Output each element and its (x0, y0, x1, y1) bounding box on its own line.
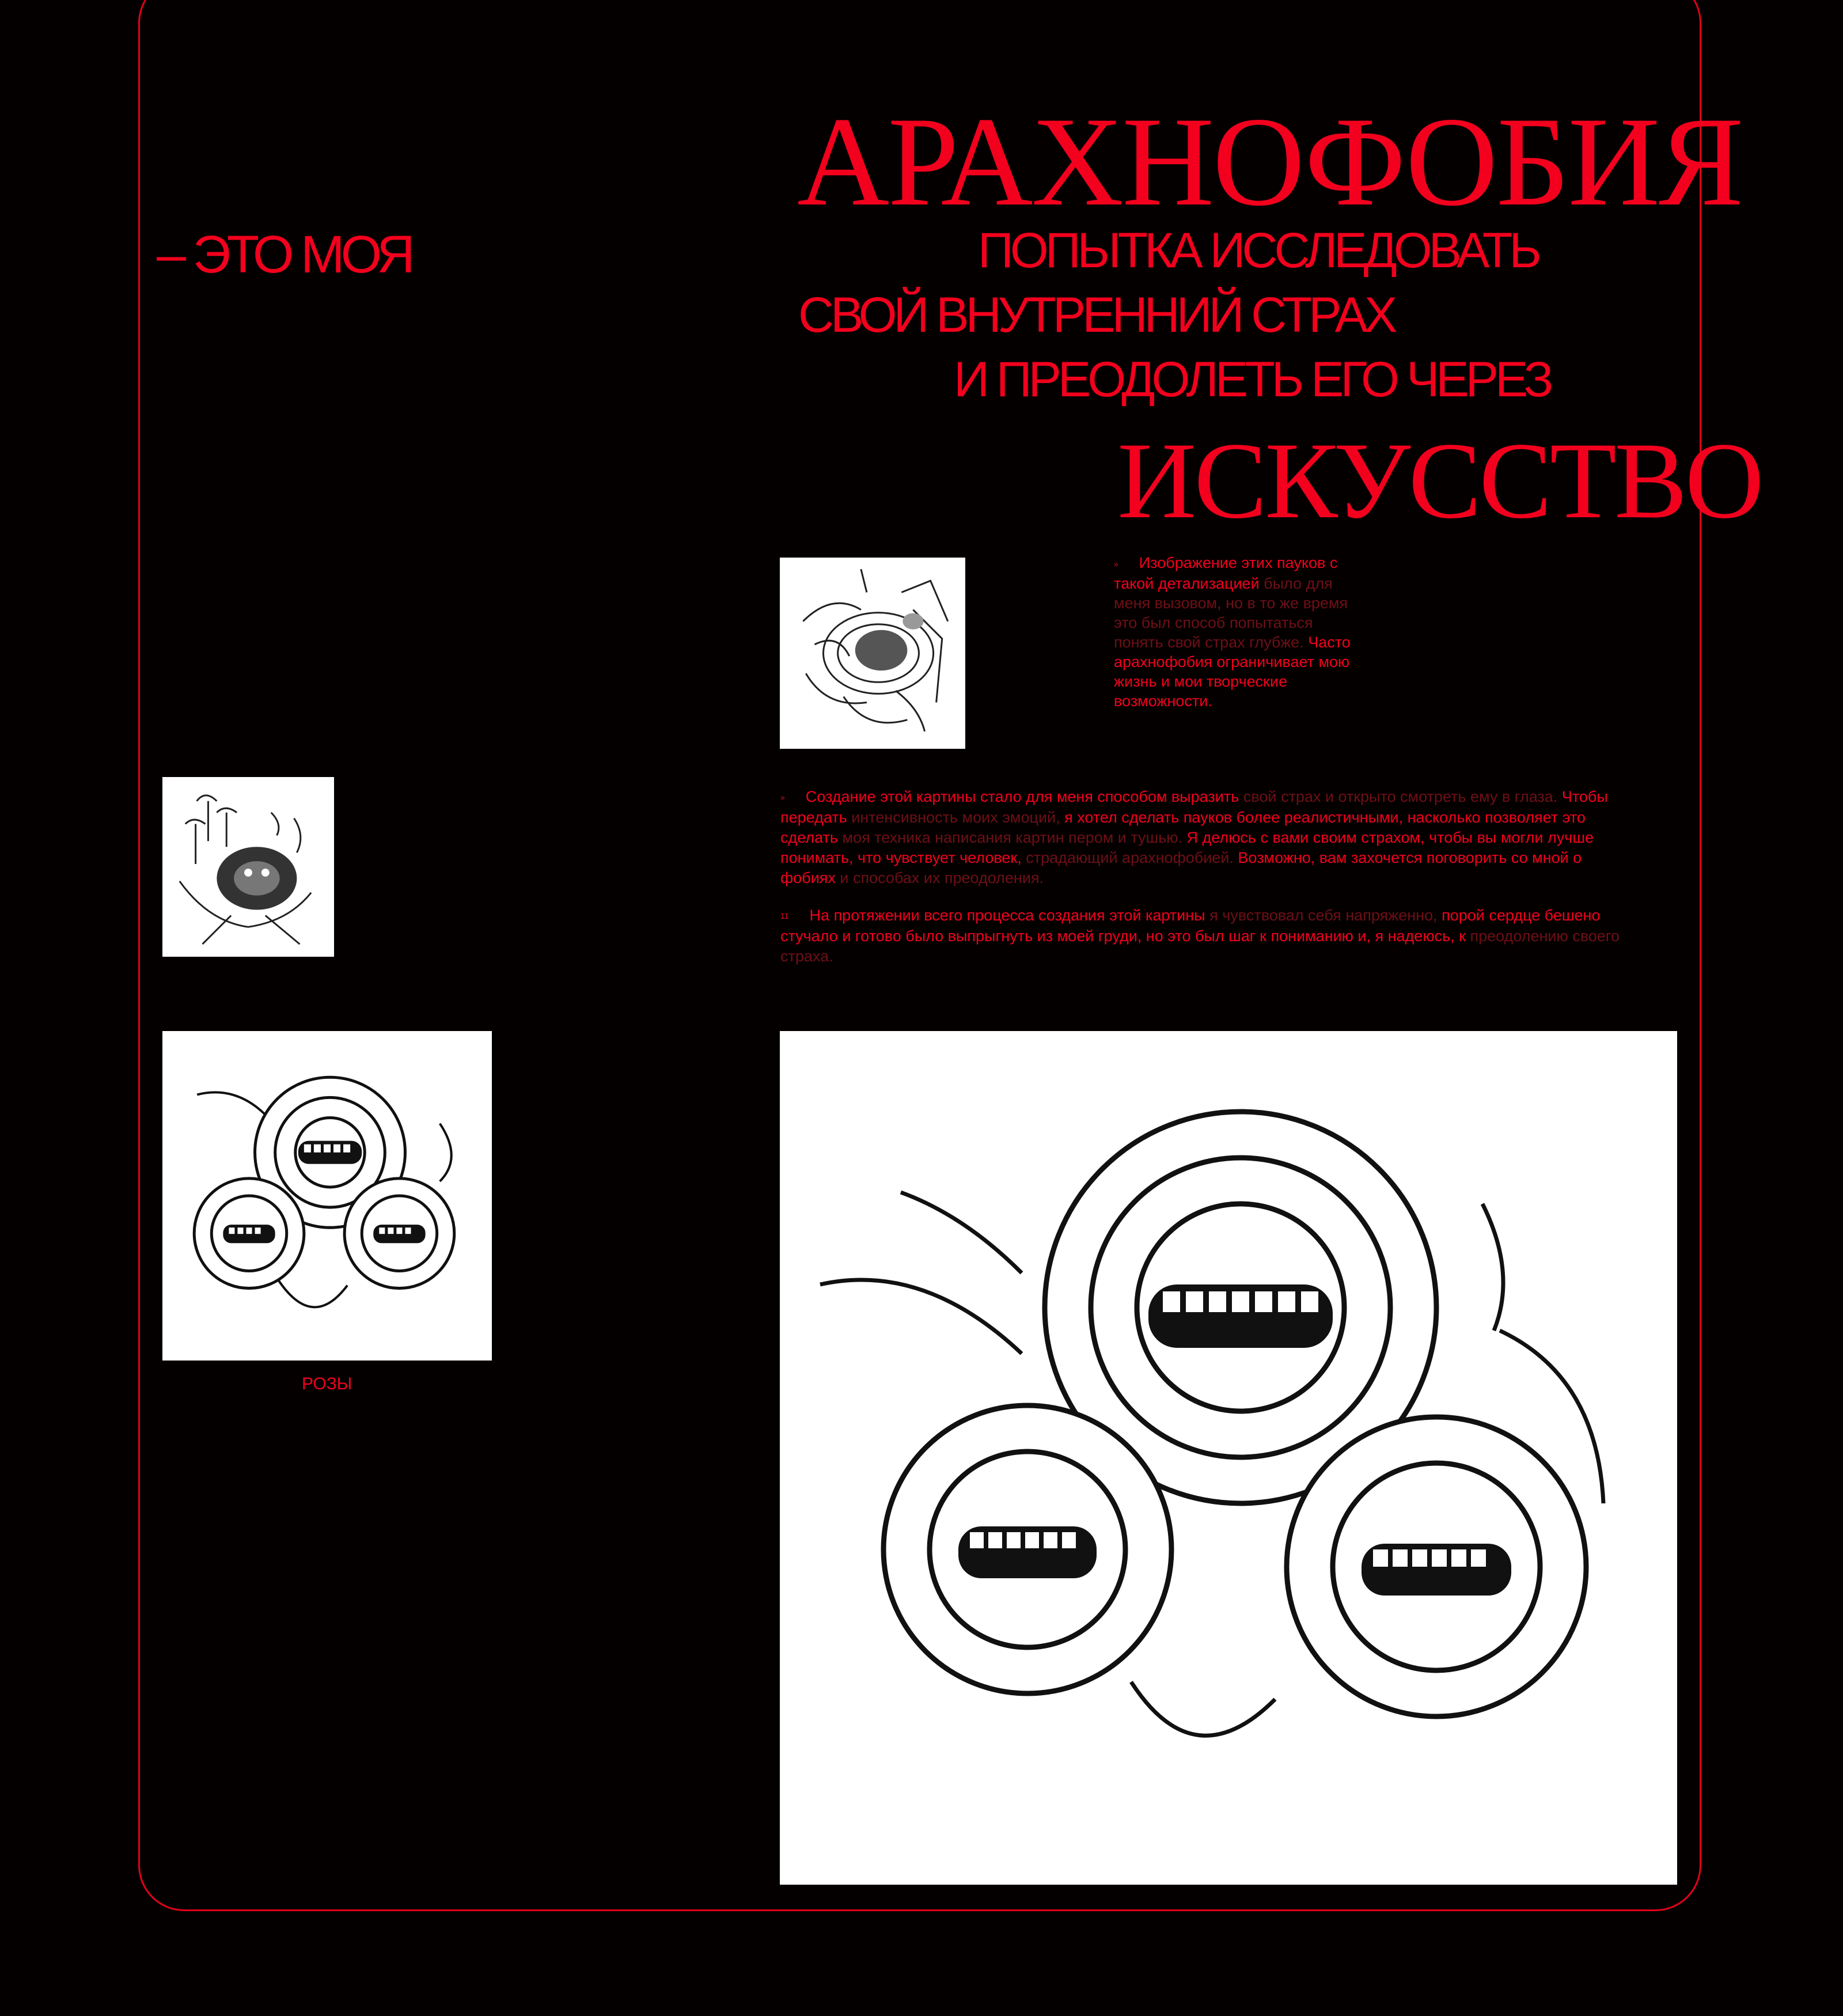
text-part: свой страх и открыто смотреть ему в глаза. (1239, 788, 1562, 805)
headline-line-3: И ПРЕОДОЛЕТЬ ЕГО ЧЕРЕЗ (954, 352, 1550, 407)
text-part: Чтобы передать (780, 788, 1608, 827)
text-part: Изображение этих пауков с такой детализацией (1114, 554, 1338, 592)
headline-line-1: ПОПЫТКА ИССЛЕДОВАТЬ (978, 223, 1538, 278)
roses-caption: РОЗЫ (302, 1374, 352, 1393)
body-paragraph-2 (780, 905, 1627, 967)
text-part: Возможно, вам захочется поговорить со мной о фобиях (780, 849, 1582, 887)
text-part: порой сердце бешено стучало и готово было выпрыгнуть из моей груди, но это был шаг к пониманию и, я надеюсь, к (780, 907, 1601, 945)
text-part: было для меня вызовом, но в то же время это был способ попытаться понять свой страх глубже. (1114, 574, 1348, 651)
subtitle: – ЭТО МОЯ (157, 225, 411, 284)
text-part: и способах их преодоления. (835, 869, 1044, 887)
text-part: На протяжении всего процесса создания этой картины (809, 907, 1205, 924)
body-paragraph-1 (780, 787, 1627, 888)
text-part: Создание этой картины стало для меня способом выразить (805, 788, 1239, 805)
text-part: я хотел сделать пауков более реалистичными, насколько позволяет это сделать (780, 809, 1586, 847)
paragraph-marker: 11 (780, 911, 789, 921)
spider-mushroom-drawing-image (162, 777, 334, 957)
headline-art-word: ИСКУССТВО (1117, 420, 1762, 541)
headline-line-2: СВОЙ ВНУТРЕННИЙ СТРАХ (798, 287, 1394, 343)
text-part: я чувствовал себя напряженно, (1205, 907, 1442, 924)
spider-drawing-image (780, 558, 965, 749)
text-part: моя техника написания картин пером и тушью. (837, 829, 1187, 847)
intro-paragraph (1114, 553, 1356, 711)
roses-small-image (162, 1031, 492, 1361)
text-part: страдающий арахнофобией. (1021, 849, 1238, 867)
text-part: Часто арахнофобия ограничивает мою жизнь и мои творческие возможности. (1114, 633, 1351, 710)
paragraph-marker: » (780, 793, 785, 802)
roses-large-image (780, 1031, 1677, 1885)
text-part: Я делюсь с вами своим страхом, чтобы вы могли лучше понимать, что чувствует человек, (780, 829, 1594, 867)
page-title: АРАХНОФОБИЯ (797, 91, 1742, 233)
text-part: преодолению своего страха. (780, 927, 1620, 965)
paragraph-marker: » (1114, 559, 1118, 569)
text-part: интенсивность моих эмоций, (847, 809, 1065, 827)
